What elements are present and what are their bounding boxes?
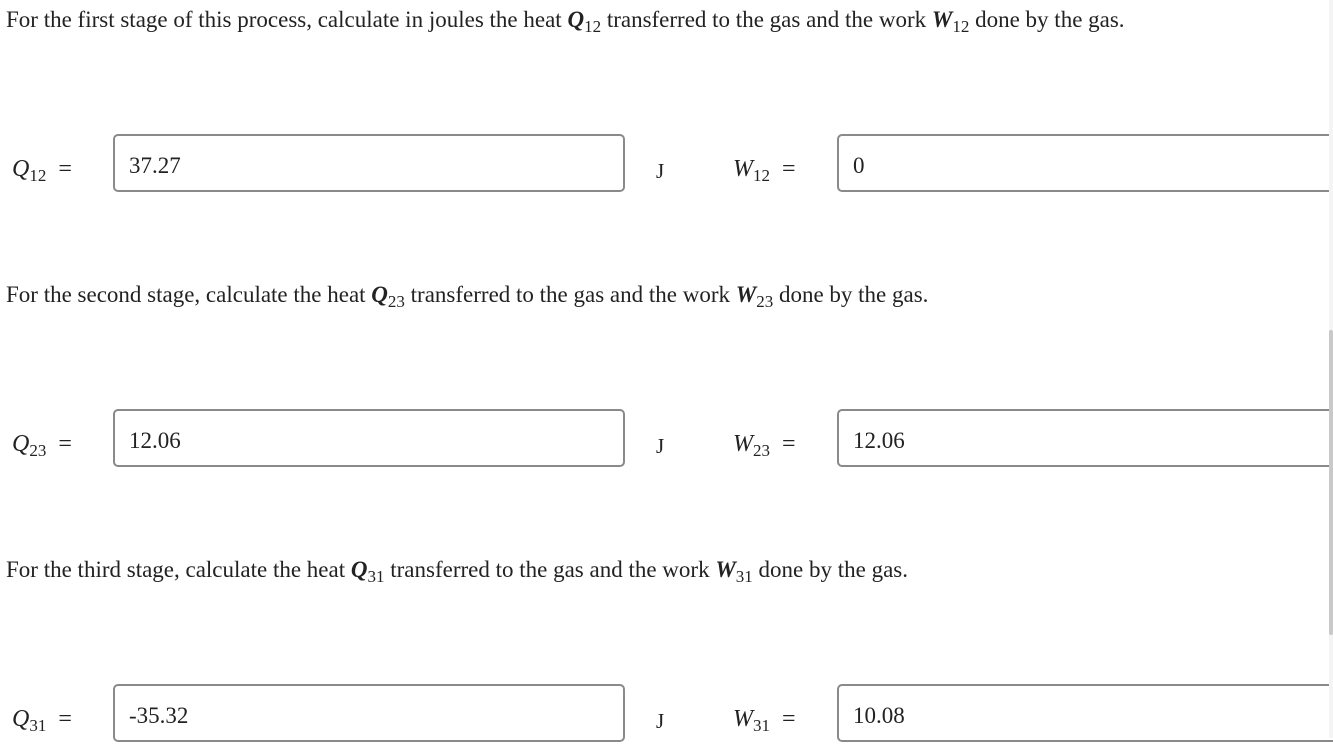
q23-answer-input[interactable] bbox=[113, 409, 625, 467]
stage-1-prompt bbox=[6, 5, 1125, 37]
prompt-text: transferred to the gas and the work bbox=[384, 557, 716, 582]
prompt-text: For the first stage of this process, calculate in joules the heat bbox=[6, 7, 568, 32]
stage-3-answer-row bbox=[0, 684, 1333, 748]
w31-answer-input[interactable] bbox=[837, 684, 1333, 742]
w12-answer-input[interactable] bbox=[837, 134, 1333, 192]
work-symbol: $W_{23}$ bbox=[735, 282, 774, 311]
q31-answer-input[interactable] bbox=[113, 684, 625, 742]
prompt-text: done by the gas. bbox=[752, 557, 908, 582]
prompt-text: For the second stage, calculate the heat bbox=[6, 282, 372, 307]
q23-unit: J bbox=[656, 434, 665, 458]
work-symbol: $W_{12}$ bbox=[931, 7, 970, 36]
prompt-text: done by the gas. bbox=[969, 7, 1125, 32]
prompt-text: transferred to the gas and the work bbox=[601, 7, 932, 32]
q12-answer-input[interactable] bbox=[113, 134, 625, 192]
w31-label: $W_{31}$ = bbox=[733, 706, 796, 735]
heat-symbol: $Q_{31}$ bbox=[350, 557, 385, 586]
prompt-text: For the third stage, calculate the heat bbox=[6, 557, 351, 582]
q12-label: $Q_{12}$ = bbox=[12, 156, 72, 185]
heat-symbol: $Q_{23}$ bbox=[371, 282, 405, 311]
w23-label: $W_{23}$ = bbox=[733, 431, 796, 460]
prompt-text: done by the gas. bbox=[773, 282, 929, 307]
q31-label: $Q_{31}$ = bbox=[12, 706, 72, 735]
vertical-scrollbar-thumb[interactable] bbox=[1329, 330, 1333, 635]
w23-answer-input[interactable] bbox=[837, 409, 1333, 467]
work-symbol: $W_{31}$ bbox=[715, 557, 753, 586]
stage-2-prompt bbox=[6, 280, 928, 312]
stage-2-answer-row bbox=[0, 409, 1333, 473]
q23-label: $Q_{23}$ = bbox=[12, 431, 72, 460]
w12-label: $W_{12}$ = bbox=[733, 156, 796, 185]
prompt-text: transferred to the gas and the work bbox=[404, 282, 736, 307]
q31-unit: J bbox=[656, 709, 665, 733]
heat-symbol: $Q_{12}$ bbox=[567, 7, 602, 36]
q12-unit: J bbox=[656, 159, 665, 183]
stage-1-answer-row bbox=[0, 134, 1333, 198]
stage-3-prompt bbox=[6, 555, 908, 587]
